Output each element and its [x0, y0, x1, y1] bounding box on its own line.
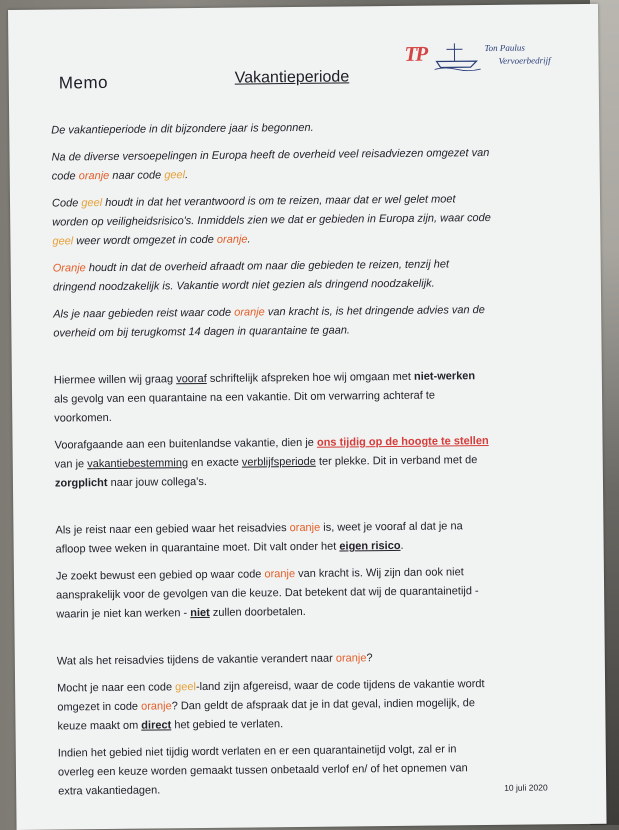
- text-segment: ? Dan geldt de afspraak dat je in dat geval, indien mogelijk, de: [172, 697, 475, 712]
- text-line: [52, 227, 562, 251]
- memo-paragraph: [52, 189, 563, 251]
- memo-paragraph: [51, 116, 561, 140]
- text-line: [57, 647, 567, 671]
- memo-paragraph: [57, 674, 568, 736]
- text-segment: oranje: [79, 170, 110, 182]
- text-line: [55, 469, 565, 493]
- text-segment: houdt in dat de overheid afraadt om naar die gebieden te reizen, tenzij het: [86, 258, 449, 274]
- text-segment: zorgplicht: [55, 477, 108, 490]
- text-segment: worden op veiligheidsrisico's. Inmiddels zien we dat er gebieden in Europa zijn, waar code: [52, 212, 491, 229]
- text-segment: Hiermee willen wij graag: [54, 373, 176, 386]
- text-segment: waarin je niet kan werken -: [56, 607, 190, 620]
- text-segment: naar code: [109, 169, 164, 182]
- text-segment: Als je naar gebieden reist waar code: [53, 307, 234, 321]
- text-segment: .: [185, 169, 188, 181]
- text-segment: geel: [164, 169, 185, 181]
- text-segment: voorkomen.: [54, 412, 112, 425]
- text-segment: schriftelijk afspreken hoe wij omgaan met: [207, 371, 414, 385]
- text-segment: omgezet in code: [57, 701, 141, 714]
- text-segment: Als je reist naar een gebied waar het reisadvies: [55, 522, 289, 536]
- text-segment: .: [247, 233, 250, 245]
- text-segment: geel: [52, 235, 73, 247]
- text-segment: oranje: [141, 700, 172, 712]
- text-segment: keuze maakt om: [57, 720, 141, 733]
- text-segment: niet-werken: [414, 370, 475, 383]
- text-segment: vooraf: [176, 373, 207, 385]
- memo-paragraph: [57, 647, 567, 671]
- text-segment: Indien het gebied niet tijdig wordt verlaten en er een quarantainetijd volgt, zal er in: [58, 743, 457, 759]
- text-segment: ons tijdig op de hoogte te stellen: [317, 435, 489, 449]
- logo-subtitle: Vervoerbedrijf: [499, 55, 551, 66]
- text-segment: naar jouw collega's.: [107, 476, 206, 489]
- text-segment: oranje: [336, 652, 367, 664]
- text-segment: houdt in dat het verantwoord is om te reizen, maar dat er wel gelet moet: [102, 193, 456, 209]
- text-segment: code: [52, 170, 79, 182]
- text-segment: De vakantieperiode in dit bijzondere jaar is begonnen.: [51, 122, 313, 137]
- memo-paragraph: [51, 143, 561, 186]
- text-segment: verblijfsperiode: [242, 456, 316, 469]
- text-line: [53, 273, 563, 297]
- text-segment: geel: [81, 197, 102, 209]
- text-segment: zullen doorbetalen.: [210, 606, 306, 619]
- text-segment: oranje: [234, 306, 265, 318]
- ship-icon: [432, 41, 482, 72]
- text-segment: Mocht je naar een code: [57, 681, 175, 694]
- text-line: [52, 162, 562, 186]
- text-segment: ter plekke. Dit in verband met de: [316, 454, 478, 468]
- text-segment: aansprakelijk voor de gevolgen van die keuze. Dat betekent dat wij de quarantainetijd -: [56, 585, 479, 601]
- text-line: [58, 777, 568, 801]
- text-segment: van kracht is. Wij zijn dan ook niet: [295, 566, 464, 580]
- memo-label: Memo: [59, 73, 108, 94]
- memo-date: 10 juli 2020: [504, 782, 548, 792]
- text-segment: is, weet je vooraf al dat je na: [320, 520, 463, 533]
- memo-sheet: [8, 4, 607, 830]
- memo-paragraph: [58, 739, 569, 801]
- text-segment: als gevolg van een quarantaine na een vakantie. Dit om verwarring achteraf te: [54, 390, 435, 406]
- text-segment: overheid om bij terugkomst 14 dagen in quarantaine te gaan.: [53, 324, 350, 339]
- text-segment: extra vakantiedagen.: [58, 784, 160, 797]
- text-segment: weer wordt omgezet in code: [73, 234, 217, 248]
- text-segment: en exacte: [188, 457, 242, 470]
- text-line: [56, 600, 566, 624]
- text-segment: vakantiebestemming: [87, 457, 188, 470]
- text-segment: Wat als het reisadvies tijdens de vakantie verandert naar: [57, 653, 336, 668]
- memo-paragraph: [55, 516, 565, 559]
- text-segment: oranje: [264, 568, 295, 580]
- logo-initials: TP: [404, 42, 426, 67]
- text-segment: afloop twee weken in quarantaine moet. Dit valt onder het: [56, 541, 340, 556]
- memo-paragraph: [54, 366, 565, 428]
- memo-paragraph: [53, 254, 563, 297]
- text-line: [56, 535, 566, 559]
- logo-name: Ton Paulus: [484, 43, 525, 53]
- text-segment: oranje: [217, 234, 248, 246]
- text-line: [57, 712, 567, 736]
- text-segment: Voorafgaande aan een buitenlandse vakantie, dien je: [55, 437, 318, 452]
- text-segment: van je: [55, 458, 88, 470]
- text-segment: overleg een keuze worden gemaakt tussen onbetaald verlof en/ of het opnemen van: [58, 762, 468, 778]
- text-segment: Oranje: [53, 262, 86, 274]
- text-segment: geel: [175, 681, 196, 693]
- text-segment: Na de diverse versoepelingen in Europa heeft de overheid veel reisadviezen omgezet van: [51, 147, 489, 164]
- text-segment: Je zoekt bewust een gebied op waar code: [56, 568, 265, 582]
- text-segment: oranje: [290, 522, 321, 534]
- memo-paragraph: [54, 431, 565, 493]
- text-segment: direct: [141, 719, 171, 731]
- company-logo: [404, 40, 544, 77]
- text-line: [51, 116, 561, 140]
- text-segment: het gebied te verlaten.: [171, 718, 283, 731]
- memo-paragraph: [53, 300, 563, 343]
- text-segment: -land zijn afgereisd, waar de code tijdens de vakantie wordt: [196, 678, 485, 693]
- memo-paragraph: [56, 562, 567, 624]
- text-segment: dringend noodzakelijk is. Vakantie wordt niet gezien als dringend noodzakelijk.: [53, 278, 435, 294]
- text-line: [53, 319, 563, 343]
- text-segment: Code: [52, 197, 81, 209]
- text-segment: .: [400, 540, 403, 552]
- text-segment: ?: [366, 652, 372, 664]
- text-segment: eigen risico: [339, 540, 400, 553]
- memo-body: [51, 116, 568, 801]
- document-title: Vakantieperiode: [235, 68, 350, 87]
- text-segment: van kracht is, is het dringende advies van de: [265, 304, 485, 318]
- text-segment: niet: [190, 607, 210, 619]
